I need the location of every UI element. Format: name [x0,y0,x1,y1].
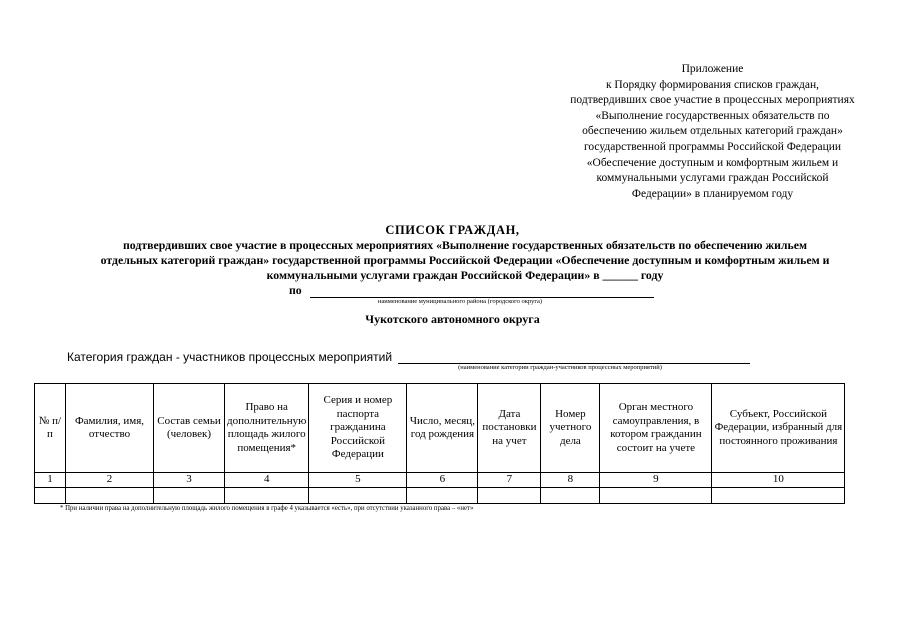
appendix-line: «Обеспечение доступным и комфортным жильем и [586,156,839,169]
category-label: Категория граждан - участников процессных мероприятий [67,350,393,364]
column-number: 7 [478,473,541,488]
subtitle-line: коммунальными услугами граждан Российской Федерации» в ______ году [266,268,664,282]
okrug-name: Чукотского автономного округа [365,312,540,326]
table-empty-row [35,488,845,504]
document-subtitle [50,238,880,283]
appendix-line: Федерации» в планируемом году [631,187,794,200]
po-label: по [289,283,302,297]
table-cell [66,488,154,504]
header-cell: Серия и номер паспорта гражданина Российской Федерации [309,384,407,473]
header-cell: № п/п [35,384,66,473]
table-cell [478,488,541,504]
table-cell [600,488,712,504]
table-cell [35,488,66,504]
header-cell: Орган местного самоуправления, в котором гражданин состоит на учете [600,384,712,473]
appendix-line: обеспечению жильем отдельных категорий граждан» [582,125,843,138]
table-cell [541,488,600,504]
footnote: * При наличии права на дополнительную площадь жилого помещения в графе 4 указывается «есть», при отсутствии указанного права – «нет» [60,505,474,512]
citizens-table [34,383,845,504]
column-number: 3 [154,473,225,488]
table-cell [309,488,407,504]
header-cell: Номер учетного дела [541,384,600,473]
table-cell [225,488,309,504]
table-column-numbers-row [35,473,845,488]
header-cell: Субъект, Российской Федерации, избранный для постоянного проживания [712,384,845,473]
column-number: 4 [225,473,309,488]
document-title: СПИСОК ГРАЖДАН, [385,223,520,237]
column-number: 10 [712,473,845,488]
header-cell: Состав семьи (человек) [154,384,225,473]
header-cell: Дата постановки на учет [478,384,541,473]
table-cell [712,488,845,504]
header-cell: Число, месяц, год рождения [407,384,478,473]
appendix-header [540,62,885,202]
column-number: 1 [35,473,66,488]
category-line [67,350,750,364]
column-number: 8 [541,473,600,488]
municipality-line [289,283,654,298]
appendix-line: Приложение [681,63,744,75]
category-caption: (наименование категории граждан-участников процессных мероприятий) [458,364,662,371]
column-number: 9 [600,473,712,488]
subtitle-line: подтвердивших свое участие в процессных мероприятиях «Выполнение государственных обязательств по обеспечению жильем [123,238,807,252]
appendix-line: подтвердивших свое участие в процессных мероприятиях [570,94,855,107]
category-blank [398,352,750,364]
appendix-line: государственной программы Российской Федерации [583,140,842,153]
appendix-line: «Выполнение государственных обязательств по [595,109,830,122]
table-cell [407,488,478,504]
municipality-caption: наименование муниципального района (городского округа) [377,298,543,305]
column-number: 6 [407,473,478,488]
column-number: 2 [66,473,154,488]
header-cell: Право на дополнительную площадь жилого помещения* [225,384,309,473]
appendix-line: к Порядку формирования списков граждан, [605,78,820,91]
table-cell [154,488,225,504]
table-header-row [35,384,845,473]
municipality-blank [310,285,654,298]
subtitle-line: отдельных категорий граждан» государственной программы Российской Федерации «Обеспечение доступным и комфортным жильем и [100,253,830,267]
column-number: 5 [309,473,407,488]
appendix-line: коммунальными услугами граждан Российской [596,172,829,185]
header-cell: Фамилия, имя, отчество [66,384,154,473]
